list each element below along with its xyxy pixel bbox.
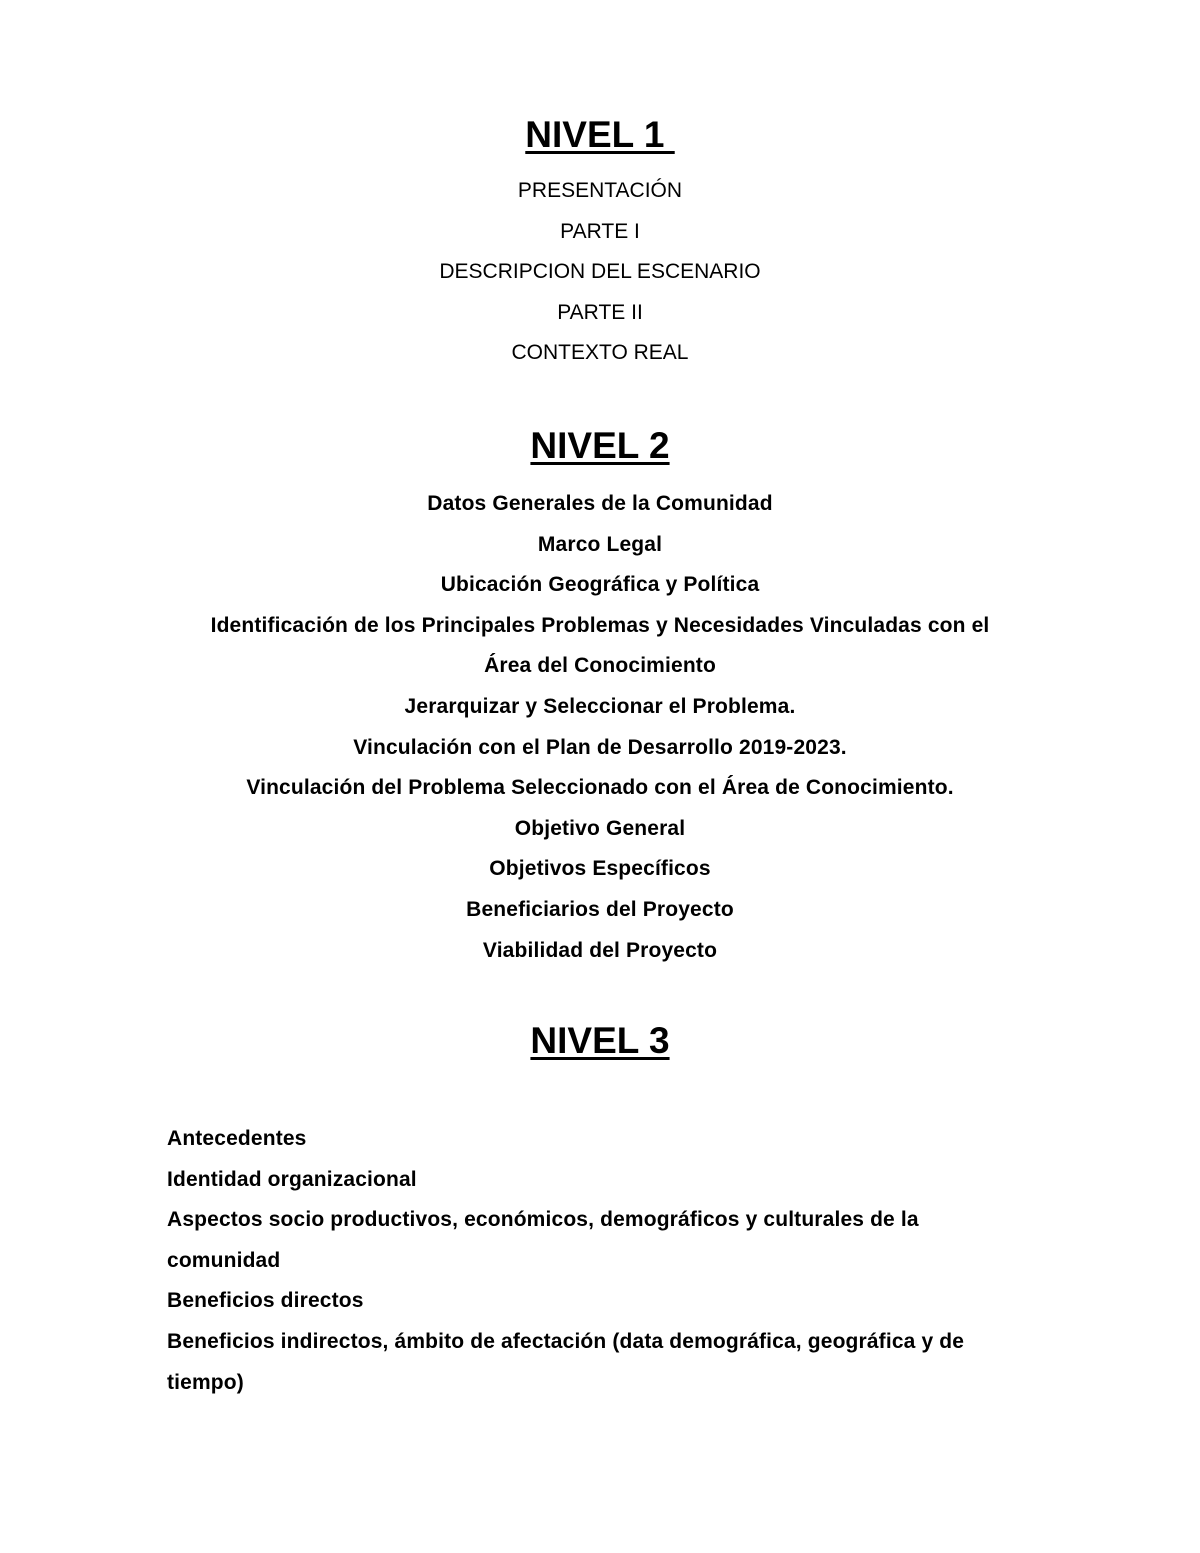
list-item: PRESENTACIÓN (517, 179, 683, 202)
list-item: Vinculación con el Plan de Desarrollo 2019-2023. (353, 735, 847, 759)
list-item: Jerarquizar y Seleccionar el Problema. (404, 694, 796, 718)
heading-nivel-2: NIVEL 2 (530, 425, 670, 466)
list-item: Viabilidad del Proyecto (482, 938, 718, 962)
list-item: Aspectos socio productivos, económicos, demográficos y culturales de la comunidad (167, 1208, 919, 1272)
list-item: DESCRIPCION DEL ESCENARIO (439, 260, 761, 284)
heading-nivel-3: NIVEL 3 (530, 1020, 670, 1061)
list-item: Objetivo General (514, 816, 686, 840)
list-item: Beneficiarios del Proyecto (466, 897, 734, 921)
list-item: Identificación de los Principales Problemas y Necesidades Vinculadas con el (210, 613, 990, 637)
list-item: Marco Legal (537, 532, 663, 556)
list-item: PARTE I (560, 219, 640, 243)
heading-nivel-1: NIVEL 1 (525, 114, 675, 155)
list-item: Área del Conocimiento (484, 654, 716, 678)
list-item: Beneficios indirectos, ámbito de afectación (data demográfica, geográfica y de tiempo) (167, 1329, 965, 1394)
nivel-3-list (167, 1119, 1027, 1403)
nivel-1-list (0, 171, 1200, 374)
list-item: Identidad organizacional (167, 1167, 417, 1191)
nivel-2-list (0, 484, 1200, 971)
list-item: CONTEXTO REAL (511, 341, 689, 365)
list-item: Ubicación Geográfica y Política (440, 573, 760, 597)
list-item: Vinculación del Problema Seleccionado con el Área de Conocimiento. (246, 776, 954, 800)
list-item: Datos Generales de la Comunidad (427, 492, 773, 515)
list-item: Antecedentes (167, 1127, 307, 1150)
list-item: Objetivos Específicos (489, 857, 711, 881)
list-item: Beneficios directos (167, 1289, 364, 1313)
list-item: PARTE II (557, 300, 643, 324)
